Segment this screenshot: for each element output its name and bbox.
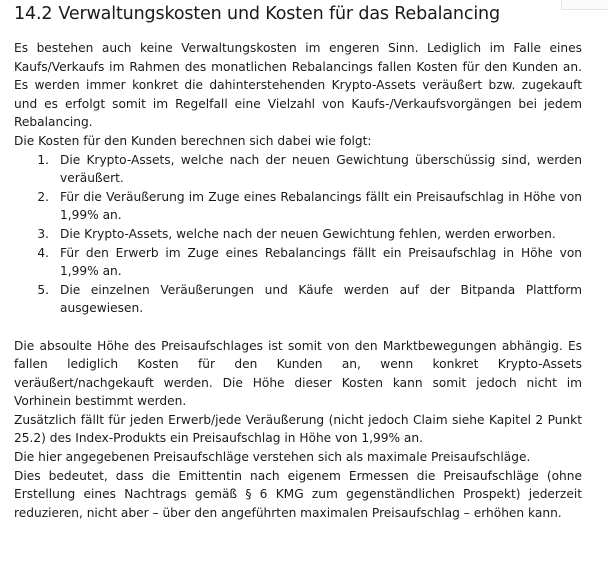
intro-paragraph: Es bestehen auch keine Verwaltungskosten im engeren Sinn. Lediglich im Falle eines Kaufs/Verkaufs im Rahmen des monatlichen Rebalancings fallen Kosten für den Kunden an. Es werden immer konkret die dahinterstehenden Krypto-Assets veräußert bzw. zugekauft und es erfolgt somit im Regelfall eine Vielzahl von Kaufs-/Verkaufsvorgängen bei jedem Rebalancing. (14, 41, 582, 130)
list-item (14, 225, 582, 244)
list-intro-paragraph: Die Kosten für den Kunden berechnen sich dabei wie folgt: (14, 133, 372, 148)
list-item-number: 3. (37, 226, 49, 241)
list-item (14, 281, 582, 318)
additional-fee-paragraph: Zusätzlich fällt für jeden Erwerb/jede Veräußerung (nicht jedoch Claim siehe Kapitel 2 Punkt 25.2) des Index-Produkts ein Preisaufschlag in Höhe von 1,99% an. (14, 412, 582, 446)
list-item-number: 2. (37, 189, 49, 204)
list-item-text: Die einzelnen Veräußerungen und Käufe werden auf der Bitpanda Plattform ausgewiesen. (60, 282, 582, 316)
list-item-text: Für die Veräußerung im Zuge eines Rebalancings fällt ein Preisaufschlag in Höhe von 1,99% an. (60, 189, 582, 223)
maximum-fee-paragraph: Die hier angegebenen Preisaufschläge verstehen sich als maximale Preisaufschläge. (14, 450, 531, 465)
list-item-text: Für den Erwerb im Zuge eines Rebalancings fällt ein Preisaufschlag in Höhe von 1,99% an. (60, 245, 582, 279)
list-item-number: 5. (37, 282, 49, 297)
list-item-number: 1. (37, 152, 49, 167)
section-body (14, 39, 582, 522)
list-item (14, 244, 582, 281)
list-item-text: Die Krypto-Assets, welche nach der neuen Gewichtung fehlen, werden erworben. (60, 226, 556, 241)
list-item-number: 4. (37, 245, 49, 260)
section-number: 14.2 (14, 4, 53, 24)
list-item-text: Die Krypto-Assets, welche nach der neuen Gewichtung überschüssig sind, werden veräußert. (60, 152, 582, 186)
absolute-height-paragraph: Die absoulte Höhe des Preisaufschlages ist somit von den Marktbewegungen abhängig. Es fallen lediglich Kosten für den Kunden an, wenn konkret Krypto-Assets veräußert/nachgekauft werden. Die Höhe dieser Kosten kann somit jedoch nicht im Vorhinein bestimmt werden. (14, 338, 582, 409)
section-heading (14, 4, 500, 24)
list-item (14, 151, 582, 188)
list-item (14, 188, 582, 225)
discretion-paragraph: Dies bedeutet, dass die Emittentin nach eigenem Ermessen die Preisaufschläge (ohne Erstellung eines Nachtrags gemäß § 6 KMG zum gegenständlichen Prospekt) jederzeit reduzieren, nicht aber – über den angeführten maximalen Preisaufschlag – erhöhen kann. (14, 468, 582, 520)
page-corner-tab (561, 0, 608, 10)
cost-steps-list (14, 151, 582, 318)
paragraph-spacer (14, 318, 582, 337)
section-title: Verwaltungskosten und Kosten für das Rebalancing (58, 4, 500, 24)
